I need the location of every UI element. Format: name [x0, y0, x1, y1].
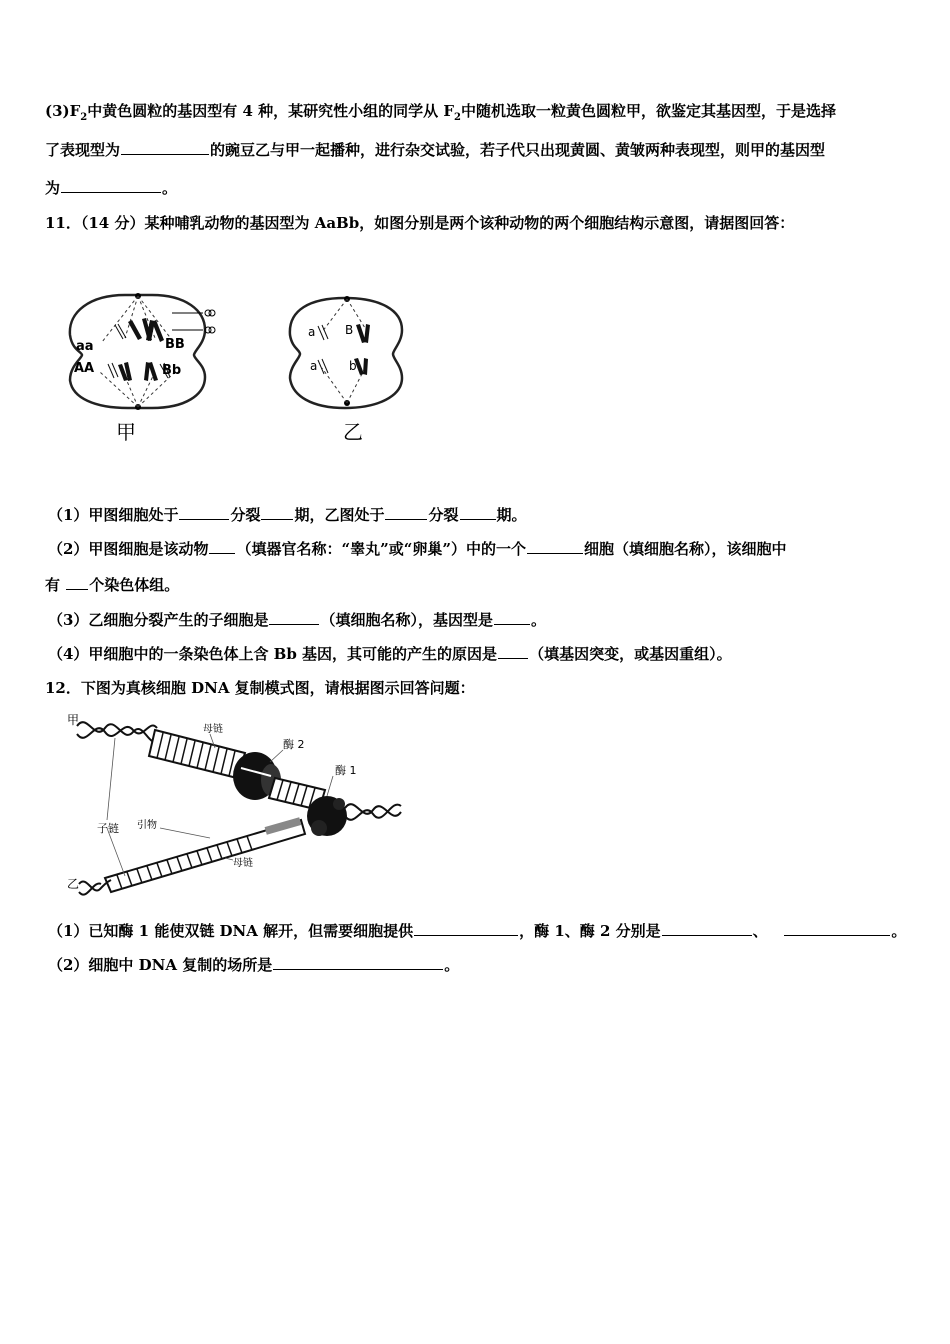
cell-jia-caption: 甲 — [116, 420, 136, 444]
cell-jia-label: aa — [76, 339, 94, 354]
cell-yi-label: b — [349, 359, 357, 373]
dna-helix-top — [77, 722, 157, 741]
answer-blank[interactable] — [385, 505, 427, 520]
q11-sub2-cont: 有 个染色体组。 — [45, 576, 180, 594]
answer-blank[interactable] — [662, 921, 752, 936]
q10-part3-line2: 了表现型为 的豌豆乙与甲一起播种，进行杂交试验，若子代只出现黄圆、黄皱两种表现型，则甲的基因型 — [45, 141, 826, 159]
cell-jia-label: Bb — [162, 363, 182, 378]
answer-blank[interactable] — [261, 505, 293, 520]
answer-blank[interactable] — [273, 955, 443, 970]
answer-blank[interactable] — [269, 610, 319, 625]
dna-label: 酶 1 — [335, 764, 357, 777]
answer-blank[interactable] — [494, 610, 530, 625]
dna-label: 母链 — [203, 724, 223, 735]
q11-sub4: （4）甲细胞中的一条染色体上含 Bb 基因，其可能的产生的原因是 （填基因突变，或基因重组）。 — [48, 645, 732, 663]
lower-ladder — [105, 817, 305, 892]
answer-blank[interactable] — [414, 921, 518, 936]
q11-sub1: （1）甲图细胞处于 分裂 期，乙图处于 分裂 期。 — [48, 506, 527, 524]
q12-sub2: （2）细胞中 DNA 复制的场所是 。 — [48, 956, 460, 974]
answer-blank[interactable] — [460, 505, 496, 520]
cell-division-figure — [60, 280, 430, 450]
q11-sub2: （2）甲图细胞是该动物 （填器官名称：“睾丸”或“卵巢”）中的一个 细胞（填细胞名称），该细胞中 — [48, 540, 787, 558]
answer-blank[interactable] — [527, 539, 583, 554]
cell-yi-label: B — [345, 323, 354, 337]
cell-jia-label: BB — [165, 337, 185, 352]
dna-helix-right — [345, 804, 401, 820]
answer-blank[interactable] — [61, 178, 161, 193]
answer-blank[interactable] — [498, 644, 528, 659]
cell-yi-caption: 乙 — [343, 420, 363, 444]
answer-blank[interactable] — [179, 505, 229, 520]
cell-yi-label: a — [310, 359, 318, 373]
dna-label: 引物 — [137, 820, 157, 831]
enzyme-1-blob — [307, 796, 347, 836]
q10-part3-line1: $(3)F_2$中黄色圆粒的基因型有 4 种，某研究性小组的同学从 $F_2$中随机选取一粒黄色圆粒甲，欲鉴定其基因型，于是选择 — [45, 102, 836, 123]
cell-jia-label: AA — [74, 361, 95, 376]
q12-stem: 12．下图为真核细胞 DNA 复制模式图，请根据图示回答问题： — [45, 679, 475, 697]
upper-ladder — [149, 730, 245, 778]
q12-sub1: （1）已知酶 1 能使双链 DNA 解开，但需要细胞提供 ，酶 1、酶 2 分别是 、 。 — [48, 922, 907, 940]
dna-label: 乙 — [67, 877, 80, 891]
q11-sub3: （3）乙细胞分裂产生的子细胞是 （填细胞名称），基因型是 。 — [48, 611, 546, 629]
cell-yi-label: a — [308, 325, 316, 339]
dna-label: 甲 — [67, 713, 80, 727]
cell-yi-diagram — [290, 296, 402, 444]
dna-label: 子链 — [97, 822, 119, 835]
dna-helix-bottom — [79, 880, 111, 895]
q10-part3-line3: 为 。 — [45, 179, 178, 197]
q11-stem: 11．（14 分）某种哺乳动物的基因型为 AaBb，如图分别是两个该种动物的两个细胞结构示意图，请据图回答： — [45, 214, 795, 232]
cell-jia-diagram — [70, 293, 215, 444]
answer-blank[interactable] — [209, 539, 235, 554]
answer-blank[interactable] — [66, 575, 88, 590]
answer-blank[interactable] — [784, 921, 890, 936]
answer-blank[interactable] — [121, 140, 209, 155]
dna-label: 酶 2 — [283, 738, 305, 751]
dna-label: 母链 — [233, 858, 253, 869]
dna-replication-figure — [65, 708, 415, 900]
